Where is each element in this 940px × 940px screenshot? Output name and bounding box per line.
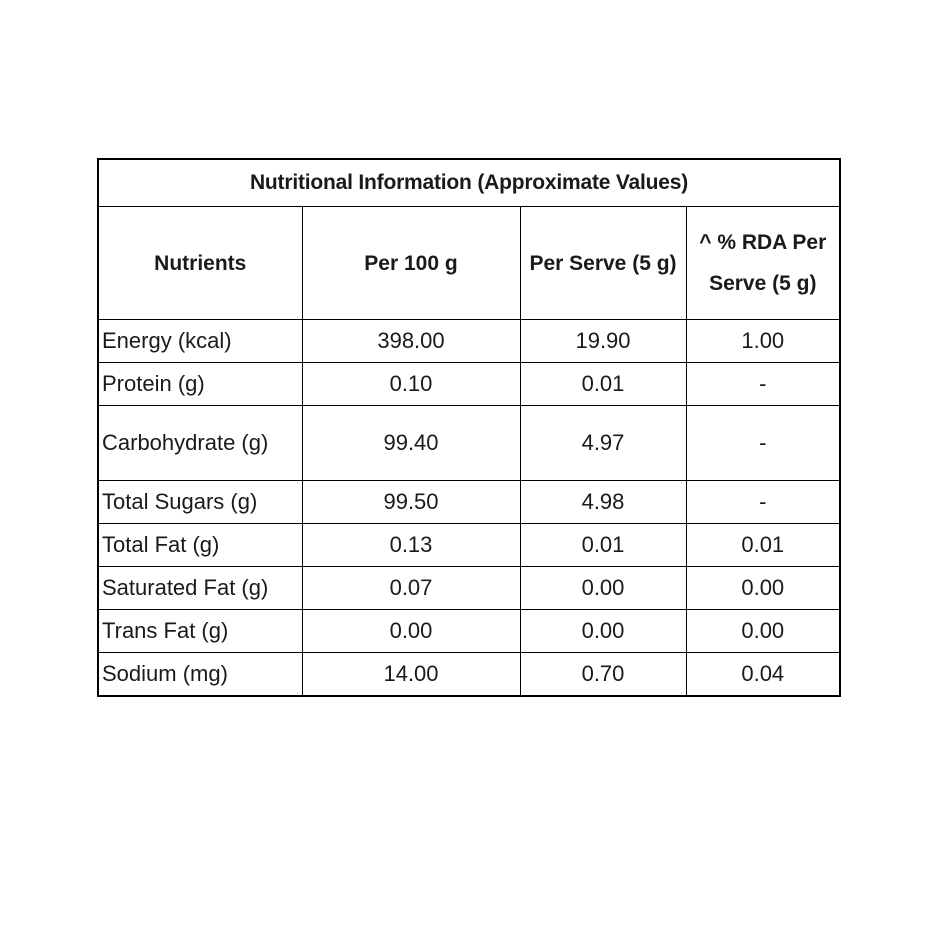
per-100g-value: 0.00 [302, 610, 520, 653]
nutrient-name: Protein (g) [98, 363, 302, 406]
header-rda: ^ % RDA Per Serve (5 g) [686, 207, 840, 320]
rda-value: - [686, 481, 840, 524]
header-per-serve: Per Serve (5 g) [520, 207, 686, 320]
nutrient-name: Trans Fat (g) [98, 610, 302, 653]
rda-value: - [686, 363, 840, 406]
per-100g-value: 398.00 [302, 320, 520, 363]
per-serve-value: 4.98 [520, 481, 686, 524]
per-serve-value: 4.97 [520, 406, 686, 481]
header-row [98, 207, 840, 320]
rda-value: 0.00 [686, 567, 840, 610]
rda-value: 0.00 [686, 610, 840, 653]
per-serve-value: 0.01 [520, 363, 686, 406]
table-row [98, 406, 840, 481]
table-row [98, 481, 840, 524]
table-row [98, 567, 840, 610]
per-serve-value: 0.01 [520, 524, 686, 567]
rda-value: 0.01 [686, 524, 840, 567]
table-row [98, 320, 840, 363]
rda-value: 1.00 [686, 320, 840, 363]
nutrient-name: Total Sugars (g) [98, 481, 302, 524]
nutrient-name: Sodium (mg) [98, 653, 302, 696]
table-row [98, 610, 840, 653]
per-100g-value: 99.40 [302, 406, 520, 481]
rda-value: - [686, 406, 840, 481]
nutrient-name: Saturated Fat (g) [98, 567, 302, 610]
per-serve-value: 0.00 [520, 610, 686, 653]
per-100g-value: 99.50 [302, 481, 520, 524]
nutrient-name: Carbohydrate (g) [98, 406, 302, 481]
title-row [98, 159, 840, 207]
nutrient-name: Total Fat (g) [98, 524, 302, 567]
rda-value: 0.04 [686, 653, 840, 696]
header-per-100g: Per 100 g [302, 207, 520, 320]
table-row [98, 524, 840, 567]
nutrition-table [97, 158, 841, 697]
header-nutrients: Nutrients [98, 207, 302, 320]
table-title: Nutritional Information (Approximate Values) [98, 159, 840, 207]
table-row [98, 653, 840, 696]
per-serve-value: 19.90 [520, 320, 686, 363]
per-100g-value: 14.00 [302, 653, 520, 696]
per-serve-value: 0.00 [520, 567, 686, 610]
per-100g-value: 0.13 [302, 524, 520, 567]
table-row [98, 363, 840, 406]
per-100g-value: 0.10 [302, 363, 520, 406]
per-100g-value: 0.07 [302, 567, 520, 610]
nutrient-name: Energy (kcal) [98, 320, 302, 363]
per-serve-value: 0.70 [520, 653, 686, 696]
